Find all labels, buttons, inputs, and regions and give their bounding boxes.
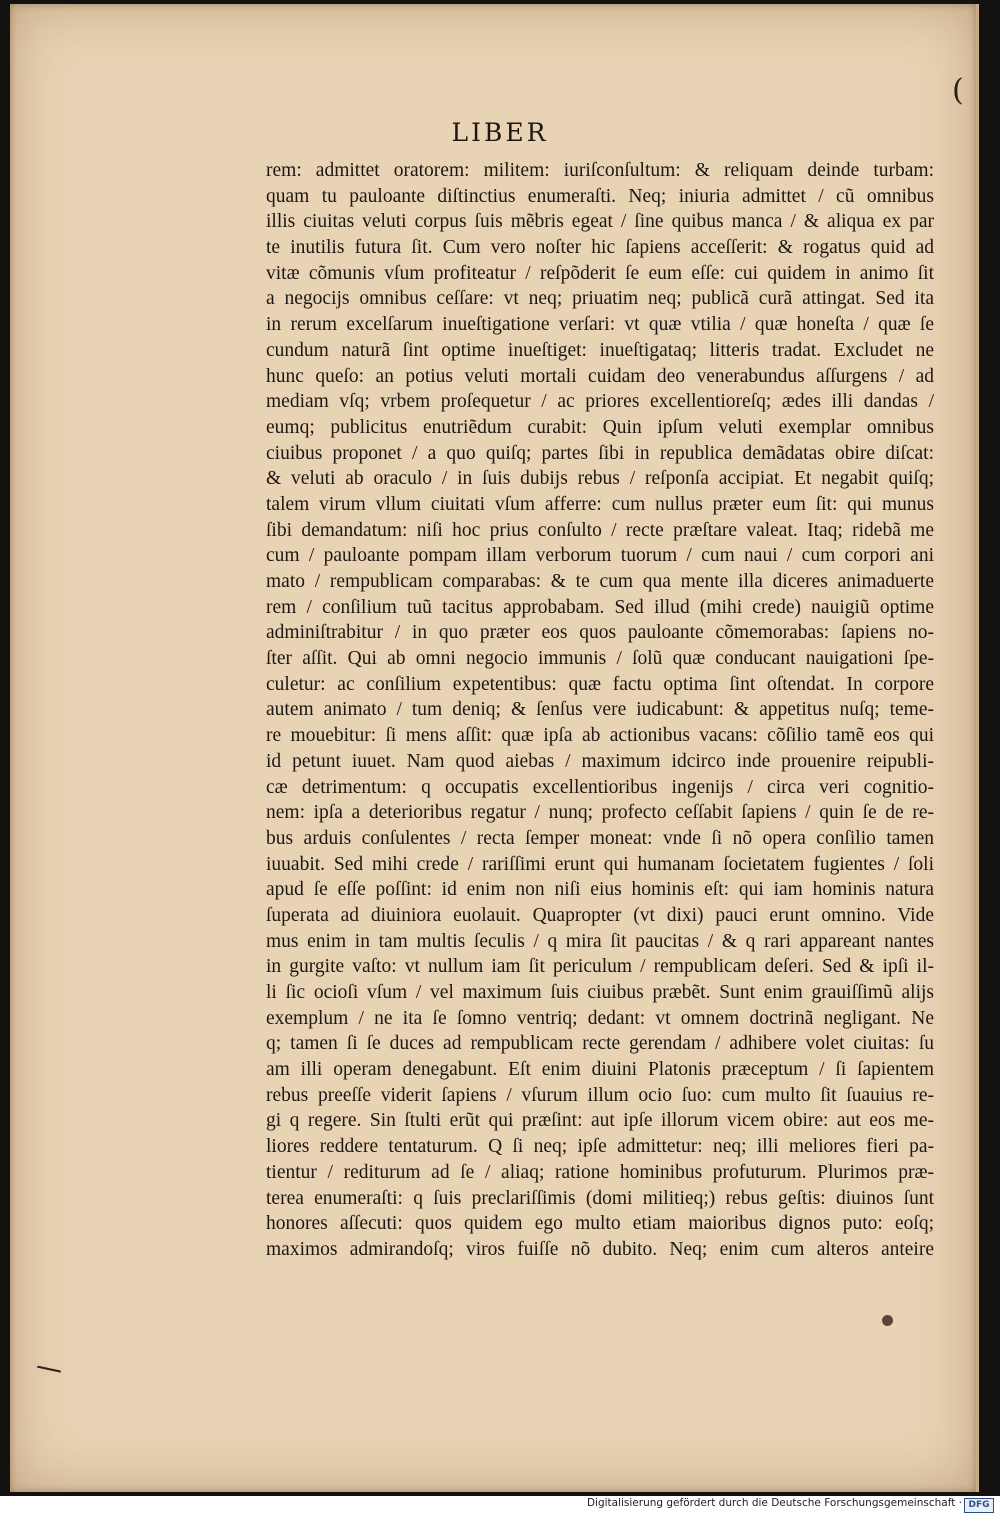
text-line: cæ detrimentum: q occupatis excellentioribus ingenijs / circa veri cognitio-	[266, 776, 934, 798]
text-line: ſter aſſit. Qui ab omni negocio immunis / ſolũ quæ conducant nauigationi ſpe-	[266, 648, 934, 670]
text-line: quam tu pauloante diſtinctius enumeraſti. Neq; iniuria admittet / cũ omnibus	[266, 185, 934, 207]
text-line: & veluti ab oraculo / in ſuis dubijs rebus / reſponſa accipiat. Et negabit quiſq;	[266, 468, 934, 490]
running-head: LIBER	[451, 118, 549, 147]
text-line: cundum naturã ſint optime inueſtiget: inueſtigataq; litteris tradat. Excludet ne	[266, 339, 934, 361]
text-line: honores aſſecuti: quos quidem ego multo etiam maioribus dignos puto: eoſq;	[266, 1213, 934, 1235]
text-line: rem: admittet oratorem: militem: iuriſconſultum: & reliquam deinde turbam:	[266, 160, 934, 181]
text-line: talem virum vllum ciuitati vſum afferre: cum nullus præter eum ſit: qui munus	[266, 493, 934, 515]
text-line: vitæ cõmunis vſum profiteatur / reſpõderit ſe eum eſſe: cui quidem in animo ſit	[266, 262, 934, 284]
text-line: cum / pauloante pompam illam verborum tuorum / cum naui / cum corpori ani	[266, 545, 934, 567]
text-line: ſibi demandatum: niſi hoc prius conſulto / recte præſtare valeat. Itaq; ridebã me	[266, 519, 934, 541]
text-line: nem: ipſa a deterioribus regatur / nunq; profecto ceſſabit ſapiens / quin ſe de re-	[266, 802, 934, 824]
text-line: gi q regere. Sin ſtulti erũt qui præſint: aut ipſe illorum vicem obire: aut eos me-	[266, 1110, 934, 1132]
text-line: in rerum excelſarum inueſtigatione verſari: vt quæ vtilia / quæ honeſta / quæ ſe	[266, 314, 934, 336]
dfg-logo: DFG	[964, 1498, 994, 1513]
text-line: maximos admirandoſq; viros fuiſſe nõ dubito. Neq; enim cum alteros anteire	[266, 1238, 934, 1260]
text-line: q; tamen ſi ſe duces ad rempublicam recte gerendam / adhibere volet ciuitas: ſu	[266, 1033, 934, 1055]
text-line: apud ſe eſſe poſſint: id enim non niſi eius hominis eſt: qui iam hominis natura	[266, 879, 934, 901]
text-line: am illi operam denegabunt. Eſt enim diuini Platonis præceptum / ſi ſapientem	[266, 1059, 934, 1081]
text-line: rebus preeſſe viderit ſapiens / vſurum illum ocio ſuo: cum multo ſit ſuauius re-	[266, 1084, 934, 1106]
text-line: eumq; publicitus enutriẽdum curabit: Quin ipſum veluti exemplar omnibus	[266, 416, 934, 438]
text-line: mediam vſq; vrbem proſequetur / ac priores excellentioreſq; ædes illi dandas /	[266, 391, 934, 413]
text-line: autem animato / tum deniq; & ſenſus vere iudicabunt: & appetitus nuſq; teme-	[266, 699, 934, 721]
text-line: tientur / rediturum ad ſe / aliaq; ratione hominibus profuturum. Plurimos præ-	[266, 1161, 934, 1183]
text-line: id petunt iuuet. Nam quod aiebas / maximum idcirco inde prouenire reipubli-	[266, 750, 934, 772]
body-text	[266, 158, 934, 1263]
text-line: illis ciuitas veluti corpus ſuis mẽbris egeat / ſine quibus manca / & aliqua ex par	[266, 211, 934, 233]
ink-spot	[882, 1315, 893, 1326]
text-line: terea enumeraſti: q ſuis preclariſſimis (domi militieq;) rebus geſtis: diuinos ſunt	[266, 1187, 934, 1209]
text-line: rem / conſilium tuũ tacitus approbabam. Sed illud (mihi crede) nauigiũ optime	[266, 596, 934, 618]
text-line: liores reddere tentaturum. Q ſi neq; ipſe admittetur: neq; illi meliores fieri pa-	[266, 1136, 934, 1158]
text-line: ciuibus proponet / a quo quiſq; partes ſibi in republica demãdatas obire diſcat:	[266, 442, 934, 464]
text-line: bus arduis conſulentes / recta ſemper moneat: vnde ſi nõ opera conſilio tamen	[266, 827, 934, 849]
text-line: a negocijs omnibus ceſſare: vt neq; priuatim neq; publicã curã attingat. Sed ita	[266, 288, 934, 310]
text-line: te inutilis futura ſit. Cum vero noſter hic ſapiens acceſſerit: & rogatus quid ad	[266, 237, 934, 259]
corner-mark: (	[952, 73, 964, 108]
text-line: iuuabit. Sed mihi crede / rariſſimi erunt qui humanam ſocietatem fugientes / ſoli	[266, 853, 934, 875]
text-line: li ſic ocioſi vſum / vel maximum ſuis ciuibus præbẽt. Sunt enim grauiſſimũ alijs	[266, 982, 934, 1003]
text-line: adminiſtrabitur / in quo præter eos quos pauloante cõmemorabas: ſapiens no-	[266, 622, 934, 644]
text-line: re mouebitur: ſi mens aſſit: quæ ipſa ab actionibus vacans: cõſilio tamẽ eos qui	[266, 725, 934, 747]
text-line: exemplum / ne ita ſe ſomno ventriq; dedant: vt omnem doctrinã negligant. Ne	[266, 1007, 934, 1029]
footer-credit: Digitalisierung gefördert durch die Deutsche Forschungsgemeinschaft ·	[586, 1497, 962, 1509]
text-line: mus enim in tam multis ſeculis / q mira ſit paucitas / & q rari appareant nantes	[266, 930, 934, 952]
text-line: mato / rempublicam comparabas: & te cum qua mente illa diceres animaduerte	[266, 571, 934, 592]
text-line: in gurgite vaſto: vt nullum iam ſit periculum / rempublicam deſeri. Sed & ipſi il-	[266, 956, 934, 978]
text-line: ſuperata ad diuiniora euolauit. Quapropter (vt dixi) pauci erunt omnino. Vide	[266, 904, 934, 926]
text-line: hunc queſo: an potius veluti mortali cuidam deo venerabundus aſſurgens / ad	[266, 365, 934, 387]
text-line: culetur: ac conſilium expetentibus: quæ factu optima ſint oſtendat. In corpore	[266, 673, 934, 695]
